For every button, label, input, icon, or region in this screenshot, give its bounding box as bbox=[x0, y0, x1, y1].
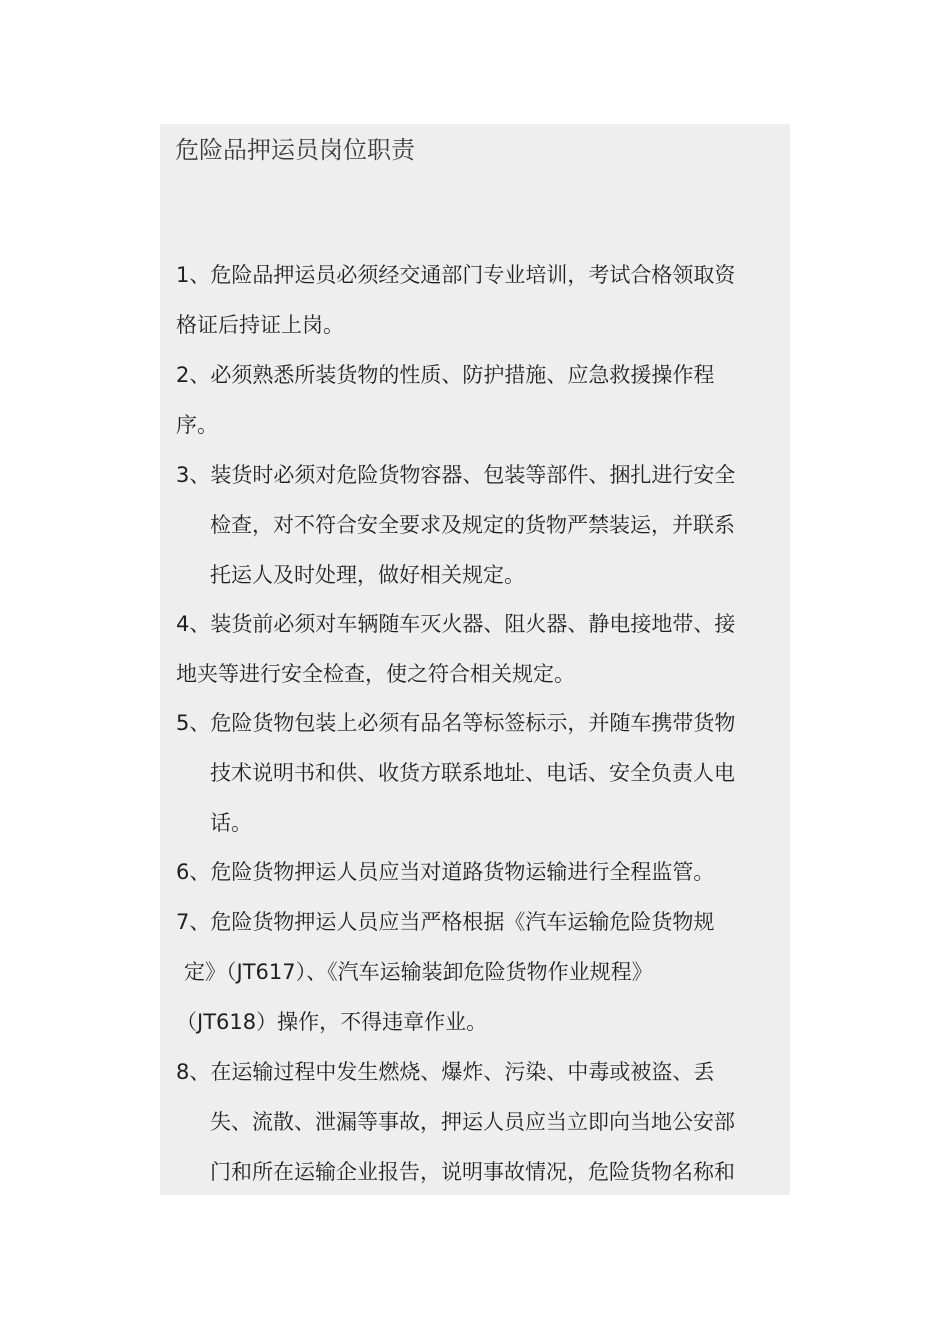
text-line: 门和所在运输企业报告，说明事故情况，危险货物名称和 bbox=[210, 1160, 735, 1184]
text-line: 8、在运输过程中发生燃烧、爆炸、污染、中毒或被盗、丢 bbox=[176, 1060, 715, 1084]
text-line: 检查，对不符合安全要求及规定的货物严禁装运，并联系 bbox=[210, 513, 735, 537]
text-line: 2、必须熟悉所装货物的性质、防护措施、应急救援操作程 bbox=[176, 363, 715, 387]
document-title: 危险品押运员岗位职责 bbox=[175, 136, 415, 164]
text-line: 格证后持证上岗。 bbox=[176, 313, 344, 337]
text-line: 定》（JT617）、《汽车运输装卸危险货物作业规程》 bbox=[184, 960, 653, 984]
text-line: 序。 bbox=[176, 413, 218, 437]
text-line: 托运人及时处理，做好相关规定。 bbox=[210, 563, 525, 587]
text-line: 1、危险品押运员必须经交通部门专业培训，考试合格领取资 bbox=[176, 263, 736, 287]
text-line: 3、装货时必须对危险货物容器、包装等部件、捆扎进行安全 bbox=[176, 463, 736, 487]
text-line: 7、危险货物押运人员应当严格根据《汽车运输危险货物规 bbox=[176, 910, 715, 934]
text-line: 6、危险货物押运人员应当对道路货物运输进行全程监管。 bbox=[176, 860, 715, 884]
text-line: 地夹等进行安全检查，使之符合相关规定。 bbox=[176, 662, 575, 686]
document-panel bbox=[160, 124, 790, 1195]
text-line: 5、危险货物包装上必须有品名等标签标示，并随车携带货物 bbox=[176, 711, 736, 735]
text-line: （JT618）操作，不得违章作业。 bbox=[176, 1010, 488, 1034]
text-line: 4、装货前必须对车辆随车灭火器、阻火器、静电接地带、接 bbox=[176, 612, 736, 636]
text-line: 技术说明书和供、收货方联系地址、电话、安全负责人电 bbox=[210, 761, 735, 785]
text-line: 失、流散、泄漏等事故，押运人员应当立即向当地公安部 bbox=[210, 1110, 735, 1134]
text-line: 话。 bbox=[210, 811, 252, 835]
